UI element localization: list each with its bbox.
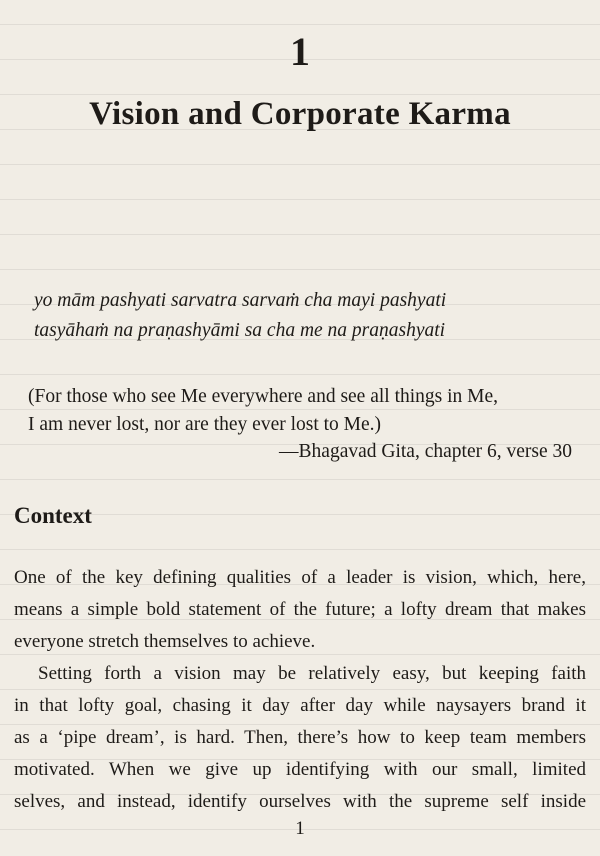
paragraph-2-line-4: motivated. When we give up identifying with our small, limited bbox=[14, 759, 586, 780]
epigraph-verse-line-2: tasyāhaṁ na praṇashyāmi sa cha me na praṇashyati bbox=[34, 320, 446, 341]
epigraph-attribution: —Bhagavad Gita, chapter 6, verse 30 bbox=[279, 441, 572, 462]
epigraph-translation-line-2: I am never lost, nor are they ever lost to Me.) bbox=[28, 414, 382, 435]
epigraph-verse-line-1: yo mām pashyati sarvatra sarvaṁ cha mayi pashyati bbox=[34, 290, 447, 311]
epigraph-translation-line-1: (For those who see Me everywhere and see all things in Me, bbox=[28, 386, 499, 407]
paragraph-2-line-3: as a ‘pipe dream’, is hard. Then, there’s how to keep team members bbox=[14, 727, 586, 748]
chapter-title: Vision and Corporate Karma bbox=[89, 96, 511, 132]
chapter-number: 1 bbox=[290, 29, 310, 74]
page-number: 1 bbox=[295, 818, 305, 839]
paragraph-2-line-1: Setting forth a vision may be relatively easy, but keeping faith bbox=[38, 663, 586, 684]
section-heading: Context bbox=[14, 503, 92, 528]
paragraph-1-line-2: means a simple bold statement of the future; a lofty dream that makes bbox=[14, 599, 586, 620]
paragraph-1-line-1: One of the key defining qualities of a leader is vision, which, here, bbox=[14, 567, 586, 588]
paragraph-2-line-5: selves, and instead, identify ourselves with the supreme self inside bbox=[14, 791, 586, 812]
paragraph-2-line-2: in that lofty goal, chasing it day after day while naysayers brand it bbox=[14, 695, 586, 716]
paragraph-1-line-3: everyone stretch themselves to achieve. bbox=[14, 631, 316, 652]
